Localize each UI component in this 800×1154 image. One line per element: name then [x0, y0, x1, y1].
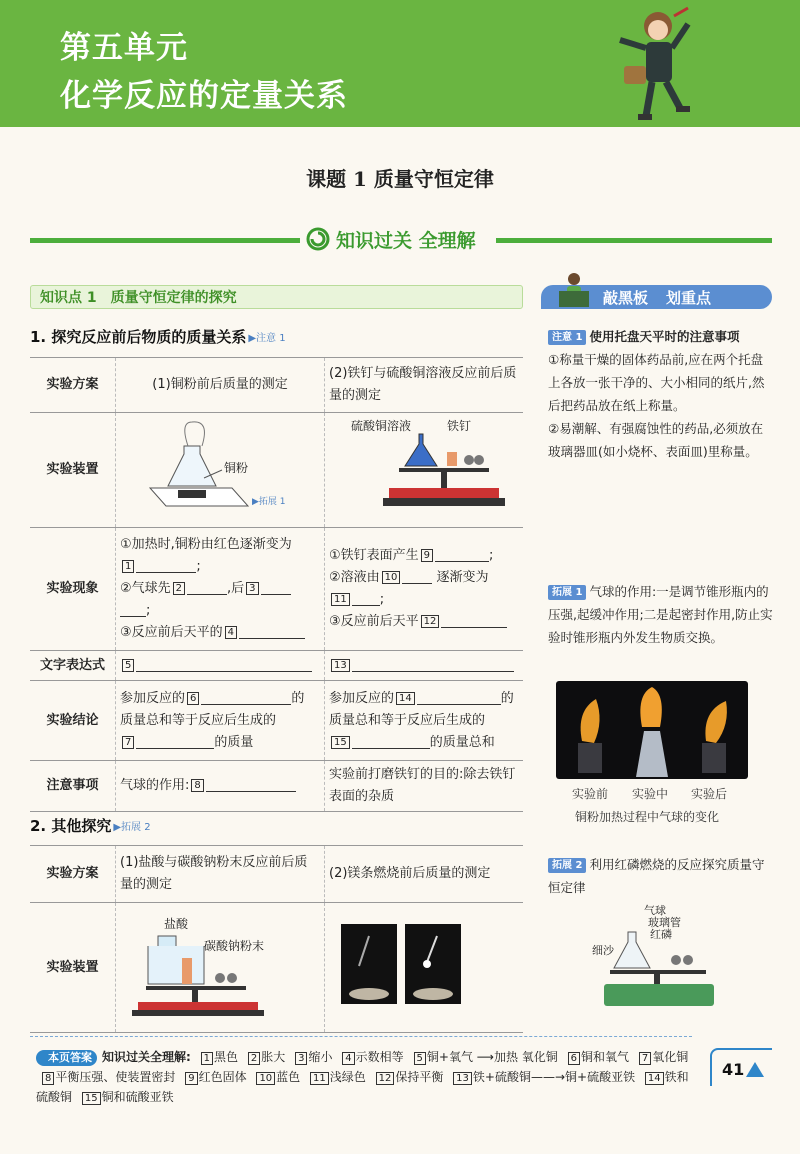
row-label: 实验方案	[30, 358, 116, 413]
conclusion-right-a: 参加反应的	[329, 690, 395, 706]
answer-item: 14 铁和硫酸铜	[36, 1070, 689, 1104]
conclusion-right-a2: 的	[500, 690, 514, 706]
blank-15[interactable]	[352, 733, 430, 749]
row-label: 实验现象	[30, 528, 116, 651]
apparatus2-left	[116, 903, 325, 1033]
row-expression	[30, 651, 523, 681]
ext2-body: 利用红磷燃烧的反应探究质量守恒定律	[548, 857, 765, 895]
answer-item: 2 胀大	[242, 1050, 285, 1064]
blank-1[interactable]	[136, 557, 196, 573]
row-notes	[30, 761, 523, 812]
unit-title: 化学反应的定量关系	[60, 78, 348, 114]
answers-label: 本页答案	[36, 1050, 97, 1066]
answer-item: 15 铜和硫酸亚铁	[76, 1090, 174, 1104]
fig-label-tube: 玻璃管	[648, 916, 681, 929]
conclusion-left-c: 的质量	[214, 734, 254, 750]
banner-text: 知识过关 全理解	[336, 229, 476, 252]
photo-caption: 铜粉加热过程中气球的变化	[575, 810, 720, 824]
answer-item: 4 示数相等	[336, 1050, 403, 1064]
caption-copper: 铜粉	[224, 461, 249, 475]
unit-number: 第五单元	[60, 30, 188, 66]
blank-10[interactable]	[402, 568, 432, 584]
page-answers	[36, 1047, 696, 1107]
expression-left: 5	[116, 651, 325, 681]
row-label: 实验结论	[30, 681, 116, 761]
ext1-ref[interactable]: ▶拓展 1	[252, 497, 286, 507]
student-illustration	[600, 4, 720, 130]
phenomena-left-a: ①加热时,铜粉由红色逐渐变为	[120, 537, 292, 552]
blank-4[interactable]	[239, 623, 305, 639]
blank-3[interactable]	[261, 579, 291, 595]
swirl-icon	[306, 227, 330, 251]
phenomena-left-b: ②气球先	[120, 581, 171, 596]
banner-line-left	[30, 238, 302, 243]
answer-item: 11 浅绿色	[304, 1070, 366, 1084]
experiment-table-2	[30, 845, 523, 1033]
photo-label-after: 实验后	[691, 787, 728, 801]
phenomena-left-c: ③反应前后天平的	[120, 625, 223, 640]
blank-8[interactable]	[206, 776, 296, 792]
caption-nail: 铁钉	[447, 419, 472, 433]
answer-item: 1 黑色	[195, 1050, 238, 1064]
fig-label-sand: 细沙	[592, 944, 614, 957]
apparatus2-right	[325, 903, 524, 1033]
conclusion-right-b: 质量总和等于反应后生成的	[329, 712, 486, 728]
ext1-body: 气球的作用:一是调节锥形瓶内的压强,起缓冲作用;二是起密封作用,防止实验时锥形瓶内外发生物质交换。	[548, 584, 773, 645]
copper-heating-apparatus	[120, 416, 320, 516]
section1-title	[30, 326, 286, 347]
blank-13[interactable]	[352, 656, 514, 672]
iron-nail-apparatus	[329, 416, 519, 516]
banner-line-right	[496, 238, 772, 243]
answer-item: 10 蓝色	[250, 1070, 300, 1084]
knowledge-point-bar	[30, 285, 523, 309]
caption-powder: 碳酸钠粉末	[204, 939, 265, 953]
phenomena-right-b2: 逐渐变为	[436, 570, 489, 585]
magnesium-burning-photos	[329, 906, 519, 1021]
row-label: 实验方案	[30, 846, 116, 903]
row-label: 注意事项	[30, 761, 116, 812]
scheme-left: (1)铜粉前后质量的测定	[116, 358, 325, 413]
note-1	[548, 325, 773, 463]
fig-label-phosphorus: 红磷	[650, 928, 672, 941]
lesson-title: 课题 1 质量守恒定律	[306, 167, 494, 191]
note1-title: 使用托盘天平时的注意事项	[589, 329, 740, 344]
notes-left: 气球的作用: 8	[116, 761, 325, 812]
note1-body1: ①称量干燥的固体药品前,应在两个托盘上各放一张干净的、大小相同的纸片,然后把药品放在纸上称量。	[548, 352, 765, 413]
photo-label-before: 实验前	[572, 787, 609, 801]
conclusion-right: 参加反应的 14 的 质量总和等于反应后生成的 15 的质量总和	[325, 681, 524, 761]
apparatus-right	[325, 413, 524, 528]
phenomena-right-c: ③反应前后天平	[329, 614, 419, 629]
blank-6[interactable]	[201, 689, 291, 705]
phenomena-left: ①加热时,铜粉由红色逐渐变为 1 ; ②气球先 2 ,后 3 ; ③反应前后天平的 4	[116, 528, 325, 651]
scheme2-left: (1)盐酸与碳酸钠粉末反应前后质量的测定	[116, 846, 325, 903]
row-label: 文字表达式	[30, 651, 116, 681]
answer-item: 5 铜+氧气 ⟶加热 氧化铜	[408, 1050, 558, 1064]
balloon-change-photo	[556, 681, 748, 779]
section2-title	[30, 815, 151, 836]
blank-12[interactable]	[441, 612, 507, 628]
hcl-na2co3-apparatus	[120, 906, 320, 1021]
section2-title-text: 2. 其他探究	[30, 817, 112, 835]
section-banner	[300, 223, 482, 255]
row-phenomena	[30, 528, 523, 651]
phenomena-left-b2: ,后	[227, 581, 245, 596]
section1-ref[interactable]: ▶注意 1	[248, 333, 286, 344]
knowledge-point-label: 知识点 1	[40, 290, 97, 306]
blank-7[interactable]	[136, 733, 214, 749]
row-scheme	[30, 358, 523, 413]
blank-5[interactable]	[136, 656, 312, 672]
sidebar-head-b: 划重点	[666, 288, 712, 307]
blank-2[interactable]	[187, 579, 227, 595]
row-scheme-2	[30, 846, 523, 903]
unit-header	[0, 0, 800, 127]
phenomena-right: ①铁钉表面产生 9 ; ②溶液由 10 逐渐变为 11 ; ③反应前后天平 12	[325, 528, 524, 651]
caption-cuso4: 硫酸铜溶液	[351, 419, 412, 433]
phenomena-right-a: ①铁钉表面产生	[329, 548, 419, 563]
row-label: 实验装置	[30, 413, 116, 528]
conclusion-left-a2: 的	[291, 690, 305, 706]
answer-item: 6 铜和氧气	[562, 1050, 629, 1064]
row-conclusion	[30, 681, 523, 761]
notes-right: 实验前打磨铁钉的目的:除去铁钉表面的杂质	[325, 761, 524, 812]
balloon-photo	[556, 681, 748, 779]
row-apparatus-2	[30, 903, 523, 1033]
answer-item: 13 铁+硫酸铜——→铜+硫酸亚铁	[447, 1070, 635, 1084]
knowledge-point-title: 质量守恒定律的探究	[110, 290, 237, 306]
sidebar-head-a: 敲黑板	[603, 288, 649, 307]
ext1-tag: 拓展 1	[548, 585, 586, 600]
note1-tag: 注意 1	[548, 330, 586, 345]
flask-icon	[746, 1062, 764, 1077]
extension-1	[548, 580, 773, 649]
blank-14[interactable]	[417, 689, 501, 705]
page-number-text: 41	[722, 1060, 745, 1079]
phenomena-right-b: ②溶液由	[329, 570, 380, 585]
phosphorus-apparatus	[588, 902, 728, 1014]
answers-lead: 知识过关全理解:	[102, 1050, 191, 1064]
row-label: 实验装置	[30, 903, 116, 1033]
answer-item: 9 红色固体	[179, 1070, 246, 1084]
row-apparatus	[30, 413, 523, 528]
blank-11[interactable]	[352, 590, 380, 606]
scheme2-right: (2)镁条燃烧前后质量的测定	[325, 846, 524, 903]
section1-title-text: 1. 探究反应前后物质的质量关系	[30, 328, 247, 346]
extension-2	[548, 853, 773, 899]
answers-divider	[30, 1036, 692, 1037]
note1-body2: ②易潮解、有强腐蚀性的药品,必须放在玻璃器皿(如小烧杯、表面皿)里称量。	[548, 421, 764, 459]
answer-item: 8 平衡压强、使装置密封	[36, 1070, 175, 1084]
conclusion-left-b: 质量总和等于反应后生成的	[120, 712, 277, 728]
answer-item: 12 保持平衡	[370, 1070, 444, 1084]
caption-acid: 盐酸	[164, 917, 189, 931]
expression-right: 13	[325, 651, 524, 681]
experiment-table-1	[30, 357, 523, 812]
conclusion-right-c: 的质量总和	[429, 734, 495, 750]
page-number	[710, 1048, 772, 1086]
notes-left-text: 气球的作用:	[120, 778, 190, 793]
ext2-tag: 拓展 2	[548, 858, 586, 873]
apparatus-left	[116, 413, 325, 528]
blank-3-cont	[120, 601, 146, 617]
answer-item: 7 氧化铜	[633, 1050, 688, 1064]
conclusion-left-a: 参加反应的	[120, 690, 186, 706]
fig-label-balloon: 气球	[644, 904, 666, 917]
photo-label-during: 实验中	[632, 787, 669, 801]
section2-ref[interactable]: ▶拓展 2	[113, 822, 151, 833]
conclusion-left: 参加反应的 6 的 质量总和等于反应后生成的 7 的质量	[116, 681, 325, 761]
teacher-icon	[557, 271, 591, 311]
answer-item: 3 缩小	[289, 1050, 332, 1064]
blank-9[interactable]	[435, 546, 489, 562]
scheme-right: (2)铁钉与硫酸铜溶液反应前后质量的测定	[325, 358, 524, 413]
